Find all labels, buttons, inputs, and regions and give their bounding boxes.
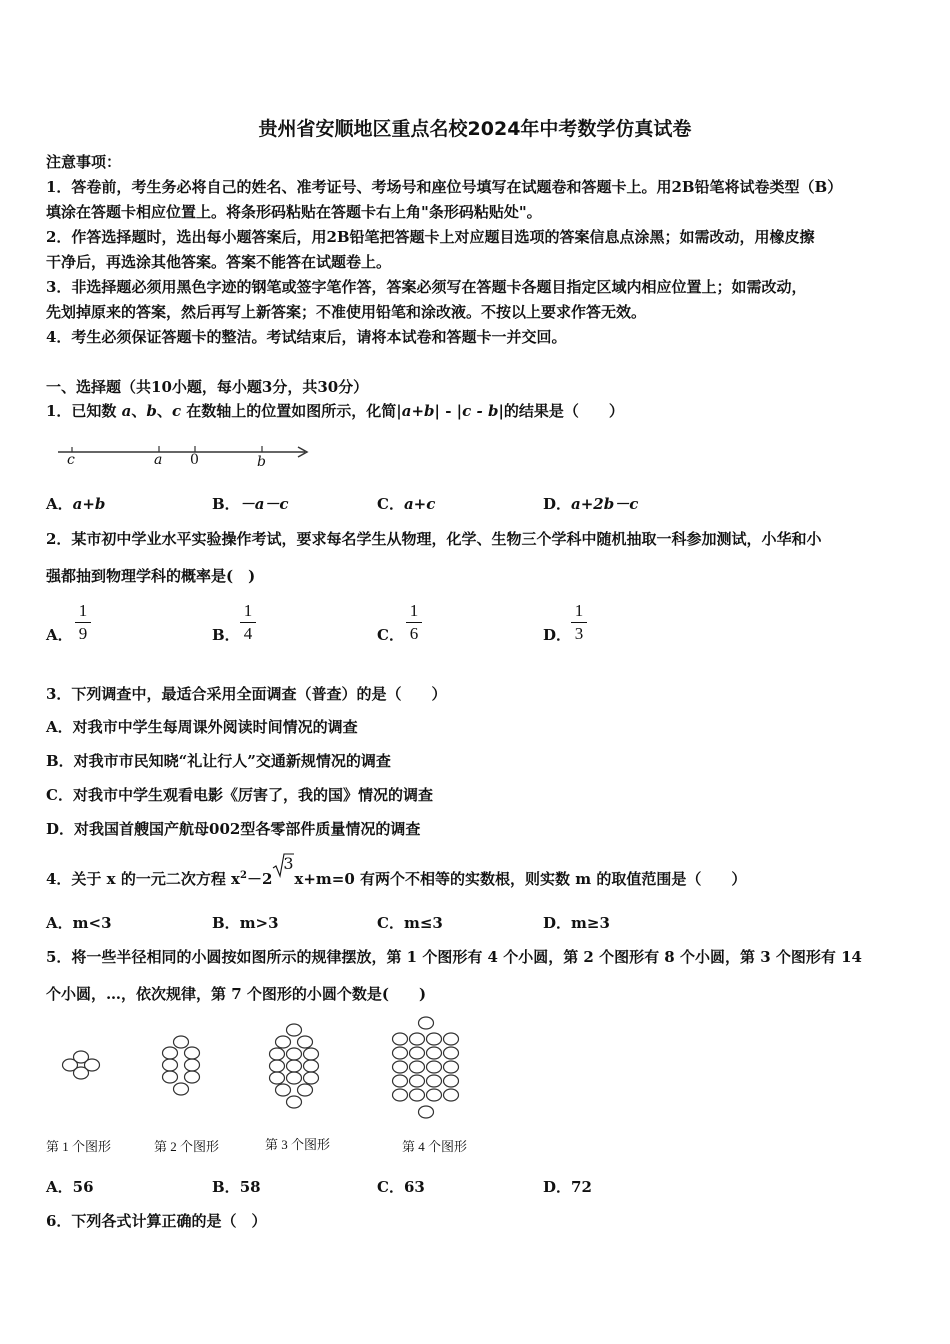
option-c[interactable]: C．63	[377, 1178, 425, 1196]
figure-4-circles	[393, 1017, 459, 1118]
notice-line: 4．考生必须保证答题卡的整洁。考试结束后，请将本试卷和答题卡一并交回。	[46, 328, 567, 346]
question-5-stem-cont: 个小圆，…，依次规律，第 7 个图形的小圆个数是( )	[46, 985, 427, 1003]
option-c[interactable]: C．对我市中学生观看电影《厉害了，我的国》情况的调查	[46, 786, 433, 804]
option-b[interactable]: B．对我市市民知晓“礼让行人”交通新规情况的调查	[46, 752, 391, 770]
option-a[interactable]: A．对我市中学生每周课外阅读时间情况的调查	[46, 718, 358, 736]
option-b[interactable]: B．m>3	[212, 914, 279, 932]
option-c[interactable]: C．	[377, 626, 404, 644]
option-c[interactable]: C．m≤3	[377, 914, 443, 932]
figure-3-circles	[270, 1024, 319, 1108]
notice-line: 干净后，再选涂其他答案。答案不能答在试题卷上。	[46, 253, 392, 271]
option-a[interactable]: A．a+b	[46, 495, 106, 513]
option-b[interactable]: B．	[212, 626, 240, 644]
circle-pattern-figure	[55, 1010, 485, 1125]
figure-caption-1: 第 1 个图形	[46, 1139, 112, 1154]
notice-line: 1．答卷前，考生务必将自己的姓名、准考证号、考场号和座位号填写在试题卷和答题卡上。用2B铅笔将试卷类型（B）	[46, 178, 843, 196]
question-2-stem-cont: 强都抽到物理学科的概率是( )	[46, 567, 256, 585]
figure-caption-4: 第 4 个图形	[402, 1139, 468, 1154]
axis-label-a: a	[154, 452, 163, 468]
option-d[interactable]: D．a+2b－c	[543, 495, 639, 513]
option-a[interactable]: A．m<3	[46, 914, 112, 932]
sqrt-symbol: 3	[272, 866, 294, 886]
fraction-one-sixth: 1 6	[404, 601, 424, 644]
option-a[interactable]: A．56	[46, 1178, 94, 1196]
number-line-figure	[55, 440, 315, 472]
fraction-one-fourth: 1 4	[238, 601, 258, 644]
figure-caption-3: 第 3 个图形	[265, 1137, 331, 1152]
question-6-stem: 6．下列各式计算正确的是（ ）	[46, 1212, 267, 1230]
option-d[interactable]: D．	[543, 626, 572, 644]
option-c[interactable]: C．a+c	[377, 495, 436, 513]
option-b[interactable]: B．58	[212, 1178, 261, 1196]
question-5-stem: 5．将一些半径相同的小圆按如图所示的规律摆放，第 1 个图形有 4 个小圆，第 2 个图形有 8 个小圆，第 3 个图形有 14	[46, 948, 862, 966]
fraction-one-third: 1 3	[569, 601, 589, 644]
option-d[interactable]: D．m≥3	[543, 914, 610, 932]
axis-label-b: b	[257, 454, 266, 470]
notice-line: 先划掉原来的答案，然后再写上新答案；不准使用铅笔和涂改液。不按以上要求作答无效。	[46, 303, 647, 321]
axis-label-c: c	[67, 452, 75, 468]
option-d[interactable]: D．对我国首艘国产航母002型各零部件质量情况的调查	[46, 820, 421, 838]
question-1-stem: 1．已知数 a、b、c 在数轴上的位置如图所示，化简|a+b| - |c - b|的结果是（ ）	[46, 402, 624, 420]
question-4-stem: 4．关于 x 的一元二次方程 $x^2-2$ 3 x+m=0 有两个不相等的实数根，则实数 m 的取值范围是（ ）	[46, 854, 747, 888]
notice-line: 2．作答选择题时，选出每小题答案后，用2B铅笔把答题卡上对应题目选项的答案信息点涂黑；如需改动，用橡皮擦	[46, 228, 815, 246]
notice-line: 填涂在答题卡相应位置上。将条形码粘贴在答题卡右上角"条形码粘贴处"。	[46, 203, 542, 221]
section-heading: 一、选择题（共10小题，每小题3分，共30分）	[46, 378, 369, 396]
question-3-stem: 3．下列调查中，最适合采用全面调查（普查）的是（ ）	[46, 685, 447, 703]
fraction-one-ninth: 1 9	[73, 601, 93, 644]
figure-2-circles	[163, 1036, 200, 1095]
page-title: 贵州省安顺地区重点名校2024年中考数学仿真试卷	[258, 118, 692, 140]
axis-label-zero: 0	[190, 452, 199, 468]
figure-caption-2: 第 2 个图形	[154, 1139, 220, 1154]
question-2-stem: 2．某市初中学业水平实验操作考试，要求每名学生从物理，化学、生物三个学科中随机抽取一科参加测试，小华和小	[46, 530, 822, 548]
figure-1-circles	[63, 1051, 100, 1079]
option-d[interactable]: D．72	[543, 1178, 592, 1196]
notice-line: 3．非选择题必须用黑色字迹的钢笔或签字笔作答，答案必须写在答题卡各题目指定区域内相应位置上；如需改动，	[46, 278, 807, 296]
notice-heading: 注意事项：	[46, 153, 122, 171]
option-b[interactable]: B．－a－c	[212, 495, 289, 513]
option-a[interactable]: A．	[46, 626, 73, 644]
